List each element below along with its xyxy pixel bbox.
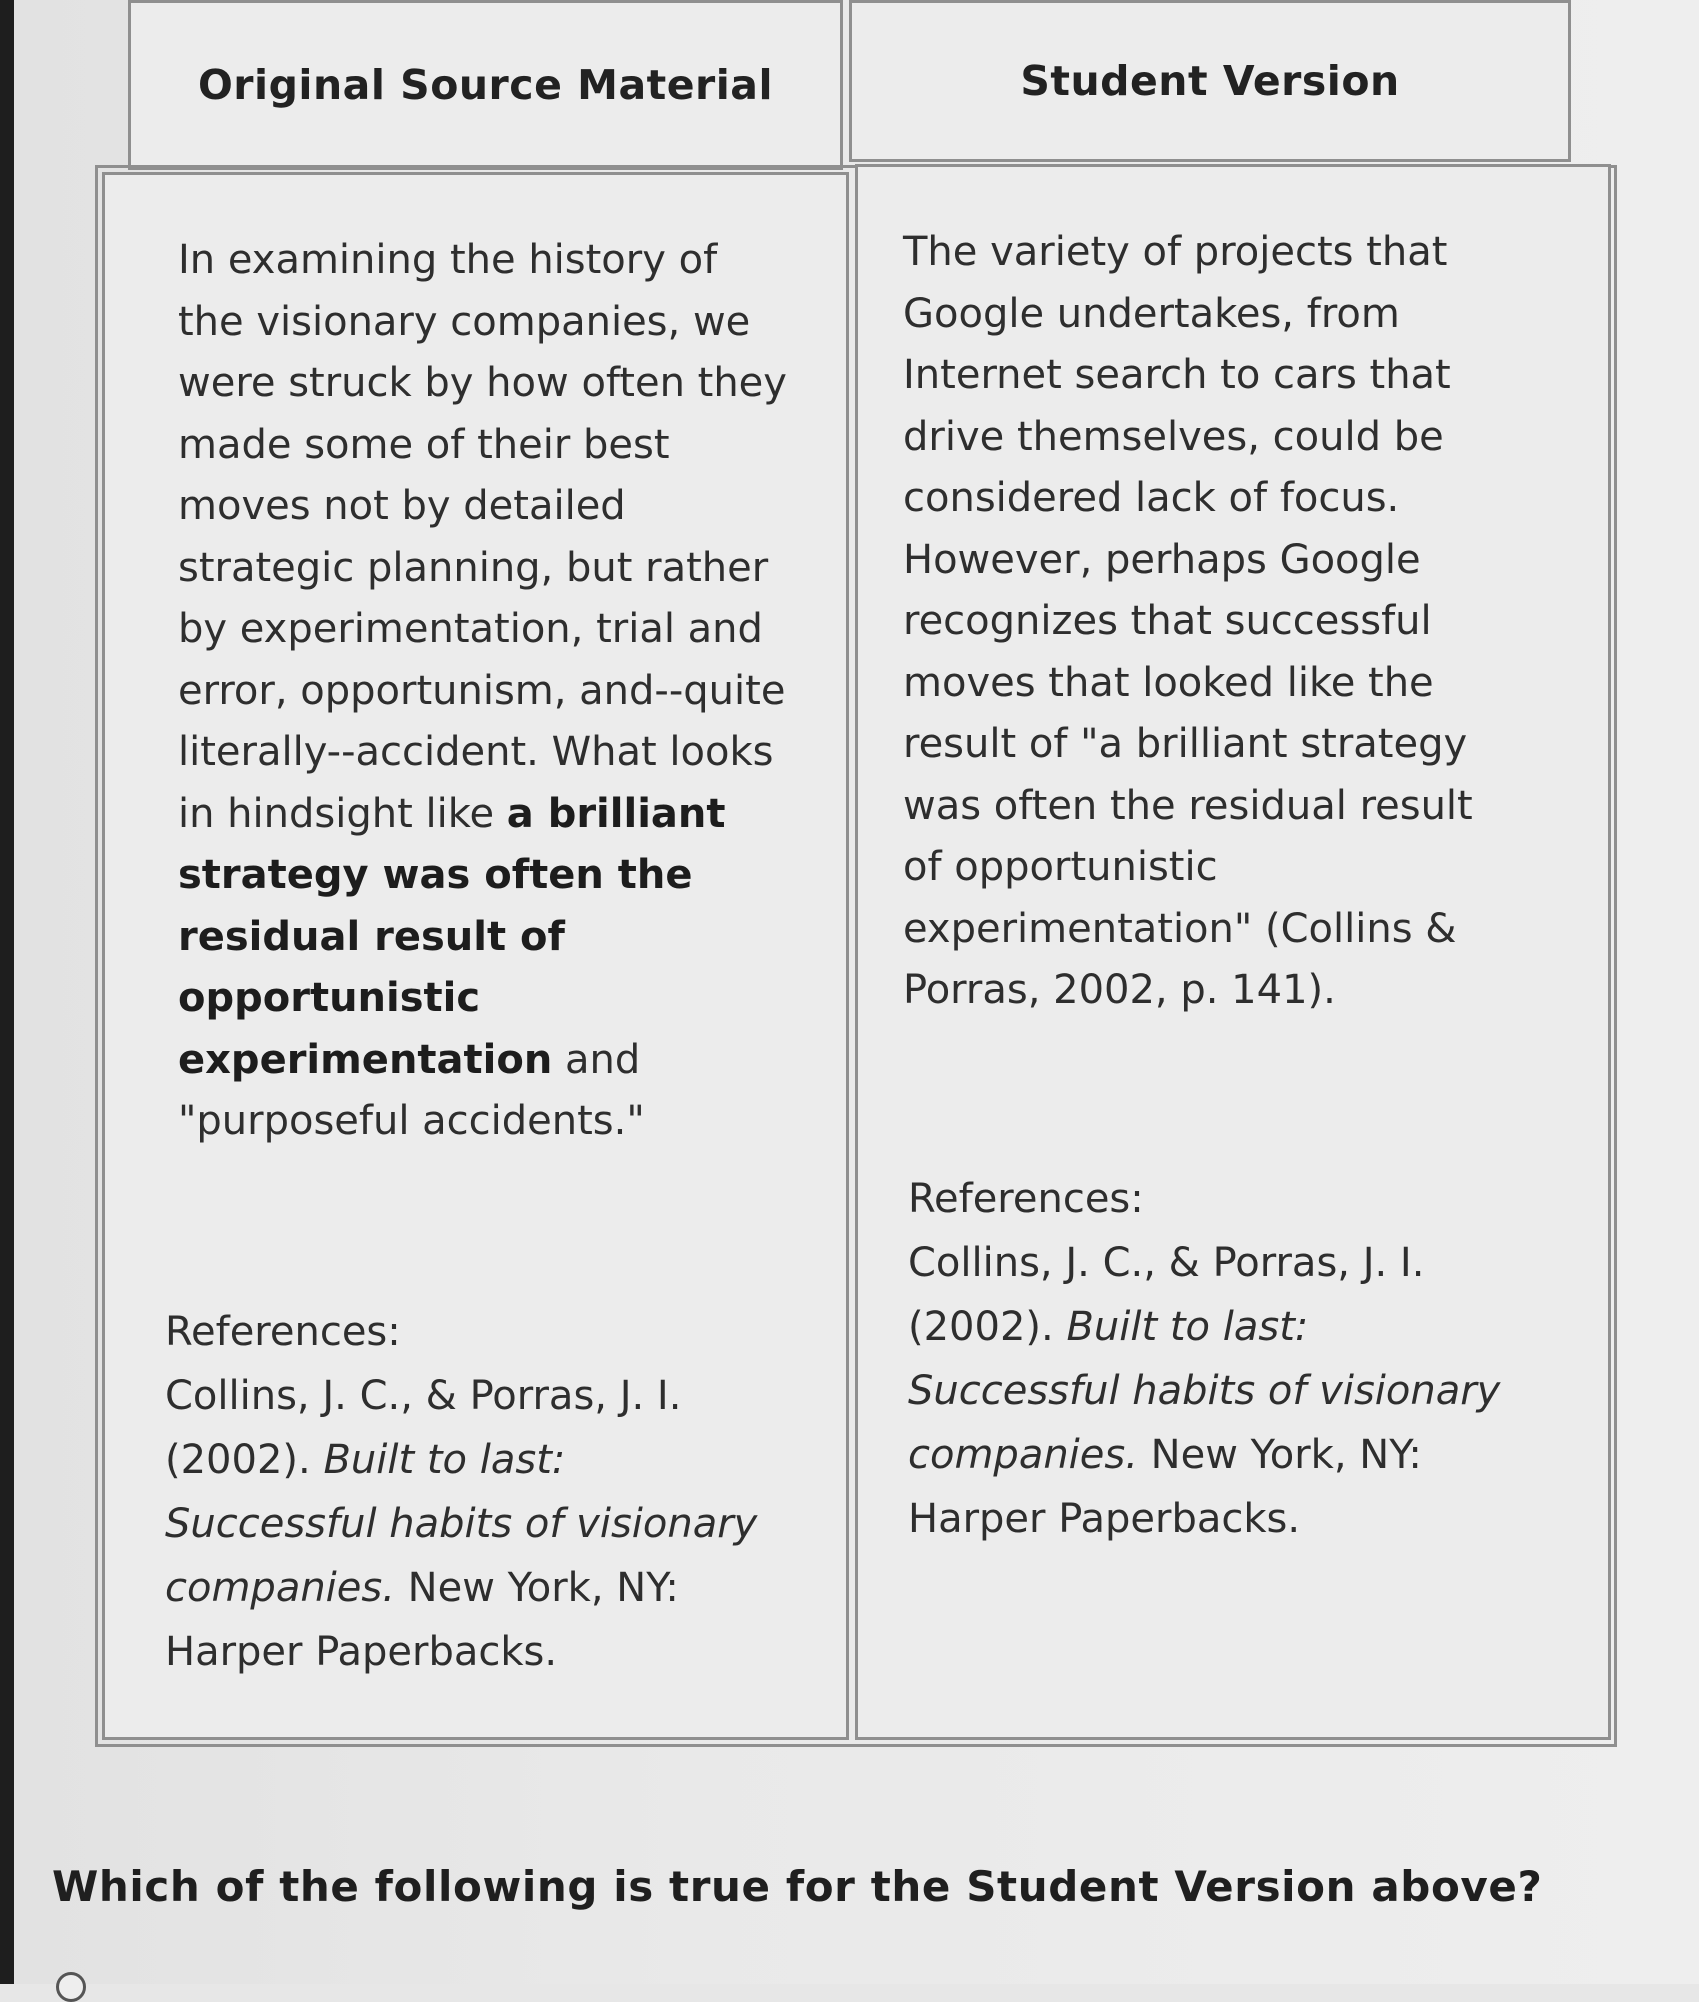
student-line: of opportunistic xyxy=(903,844,1218,890)
reference-line: Collins, J. C., & Porras, J. I. xyxy=(908,1240,1425,1286)
student-line: moves that looked like the xyxy=(903,659,1434,706)
references-label: References: xyxy=(165,1309,401,1355)
reference-title: companies. xyxy=(908,1432,1138,1478)
reference-plain: New York, NY: xyxy=(1137,1432,1422,1478)
reference-plain: New York, NY: xyxy=(394,1565,679,1611)
reference-plain: (2002). xyxy=(908,1304,1067,1350)
original-line: the visionary companies, we xyxy=(178,298,751,345)
reference-title: Built to last: xyxy=(1066,1304,1309,1350)
original-line: "purposeful accidents." xyxy=(178,1098,645,1144)
student-line: Porras, 2002, p. 141). xyxy=(903,967,1336,1013)
reference-plain: (2002). xyxy=(165,1437,324,1483)
original-line-bold: residual result of xyxy=(178,913,565,960)
original-line: literally--accident. What looks xyxy=(178,729,774,775)
student-line: The variety of projects that xyxy=(903,229,1448,275)
original-paragraph xyxy=(178,230,787,1153)
reference-line xyxy=(908,1295,1500,1359)
reference-line xyxy=(165,1556,757,1620)
original-line: made some of their best xyxy=(178,421,670,468)
reference-title: companies. xyxy=(165,1565,395,1611)
references-label: References: xyxy=(908,1176,1144,1222)
original-line xyxy=(178,784,787,846)
student-line: considered lack of focus. xyxy=(903,475,1400,521)
student-line: drive themselves, could be xyxy=(903,413,1444,460)
original-line: In examining the history of xyxy=(178,237,718,283)
reference-line xyxy=(165,1428,757,1492)
reference-line: Harper Paperbacks. xyxy=(908,1496,1301,1542)
reference-title: Successful habits of visionary xyxy=(908,1368,1501,1414)
student-line: was often the residual result xyxy=(903,782,1473,829)
original-line-bold: experimentation xyxy=(178,1036,553,1083)
original-line-bold: strategy was often the xyxy=(178,852,693,898)
original-line: strategic planning, but rather xyxy=(178,544,769,591)
original-line: moves not by detailed xyxy=(178,483,626,529)
original-line xyxy=(178,968,787,1030)
original-line-plain: and xyxy=(552,1036,641,1083)
original-line-plain: in hindsight like xyxy=(178,790,507,837)
screen-edge xyxy=(0,0,14,1984)
student-line: However, perhaps Google xyxy=(903,536,1421,583)
original-line: were struck by how often they xyxy=(178,360,787,406)
original-references xyxy=(165,1300,757,1684)
reference-line: Collins, J. C., & Porras, J. I. xyxy=(165,1373,682,1419)
original-line-bold: opportunistic xyxy=(178,975,481,1021)
student-line: result of "a brilliant strategy xyxy=(903,721,1468,767)
student-line: recognizes that successful xyxy=(903,598,1432,644)
original-line xyxy=(178,1030,787,1092)
header-original xyxy=(128,0,843,170)
original-line-bold: a brilliant xyxy=(506,790,726,837)
reference-title: Built to last: xyxy=(323,1437,566,1483)
original-line xyxy=(178,907,787,969)
reference-title: Successful habits of visionary xyxy=(165,1501,758,1547)
answer-radio-button[interactable] xyxy=(56,1972,86,2002)
student-references xyxy=(908,1167,1500,1551)
header-original-label: Original Source Material xyxy=(197,61,774,109)
student-line: experimentation" (Collins & xyxy=(903,905,1457,952)
student-paragraph xyxy=(903,222,1473,1022)
student-line: Google undertakes, from xyxy=(903,290,1400,337)
reference-line xyxy=(908,1423,1500,1487)
original-line: by experimentation, trial and xyxy=(178,606,763,652)
header-student xyxy=(849,0,1571,162)
reference-line: Harper Paperbacks. xyxy=(165,1629,558,1675)
student-line: Internet search to cars that xyxy=(903,352,1451,398)
question-text: Which of the following is true for the Student Version above? xyxy=(52,1862,1543,1911)
reference-line xyxy=(165,1492,757,1556)
original-line xyxy=(178,845,787,907)
header-student-label: Student Version xyxy=(1020,57,1400,105)
reference-line xyxy=(908,1359,1500,1423)
original-line: error, opportunism, and--quite xyxy=(178,667,786,714)
